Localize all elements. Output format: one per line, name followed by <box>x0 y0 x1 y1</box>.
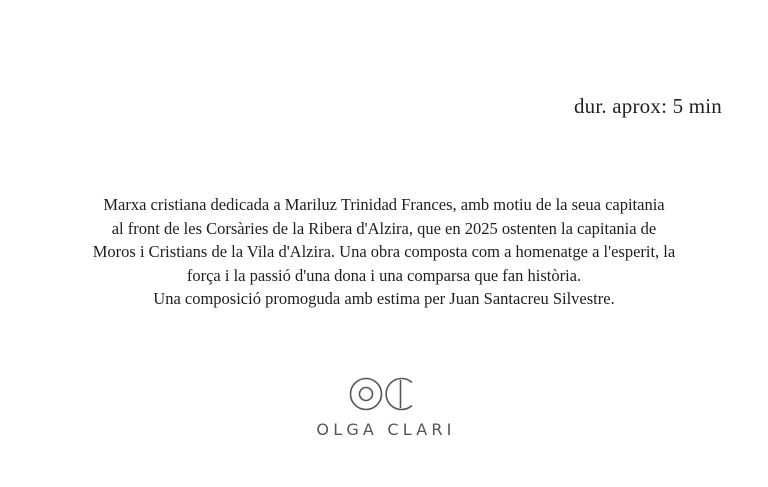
description-line: força i la passió d'una dona i una comparsa que fan història. <box>186 265 582 285</box>
description-line: Moros i Cristians de la Vila d'Alzira. Una obra composta com a homenatge a l'esperit, la <box>92 242 676 261</box>
description-line: Una composició promoguda amb estima per Juan Santacreu Silvestre. <box>153 289 615 308</box>
description-line: al front de les Corsàries de la Ribera d'Alzira, que en 2025 ostenten la capitania de <box>111 218 657 238</box>
oc-monogram-icon <box>349 374 419 414</box>
description-text <box>20 193 748 311</box>
logo-wordmark: OLGA CLARI <box>316 420 456 439</box>
description-line: Marxa cristiana dedicada a Mariluz Trinidad Frances, amb motiu de la seua capitania <box>103 195 665 214</box>
logo <box>0 374 768 439</box>
duration-label: dur. aprox: 5 min <box>573 94 722 118</box>
